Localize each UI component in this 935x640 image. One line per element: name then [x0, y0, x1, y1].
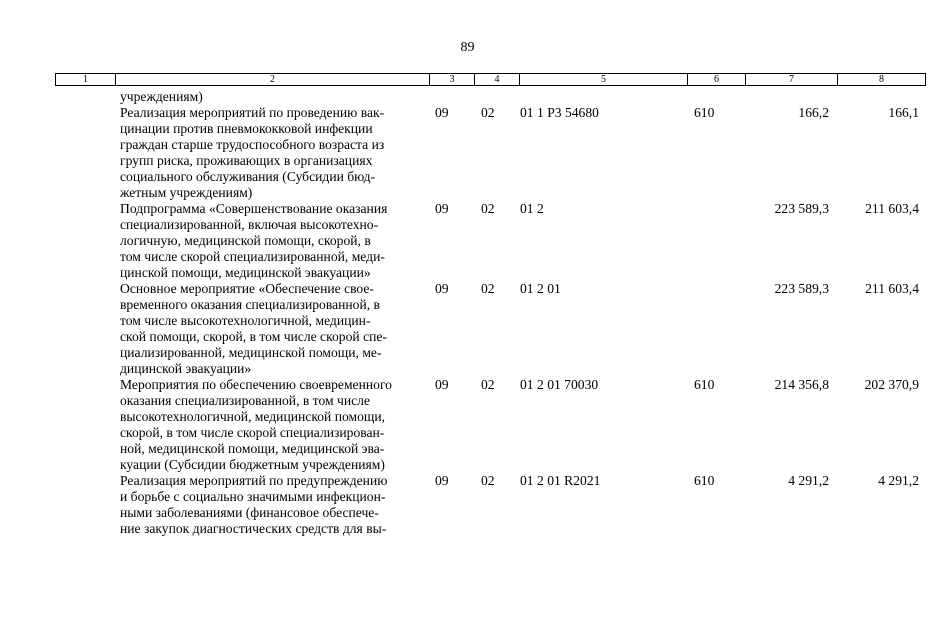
- row-name-line: логичную, медицинской помощи, скорой, в: [120, 233, 371, 248]
- row-target-article: 01 1 P3 54680: [520, 105, 599, 120]
- row-subsection: 02: [481, 281, 495, 296]
- table-row: [55, 377, 925, 473]
- header-col-2: 2: [116, 74, 430, 86]
- row-name-line: оказания специализированной, в том числе: [120, 393, 370, 408]
- row-amount-year2: 202 370,9: [864, 377, 919, 392]
- row-name: [55, 377, 429, 473]
- row-name-line: циализированной, медицинской помощи, ме-: [120, 345, 382, 360]
- row-amount-year1: 166,2: [798, 105, 829, 120]
- row-name-line: социального обслуживания (Субсидии бюд-: [120, 169, 376, 184]
- row-target-article: 01 2: [520, 201, 544, 216]
- row-name-line: временного оказания специализированной, в: [120, 297, 380, 312]
- header-col-6: 6: [688, 74, 746, 86]
- header-col-8: 8: [838, 74, 926, 86]
- table-row: [55, 201, 925, 281]
- table-row: [55, 105, 925, 201]
- row-name-line: том числе высокотехнологичной, медицин-: [120, 313, 371, 328]
- row-amount-year1: 4 291,2: [788, 473, 829, 488]
- page-number: 89: [460, 40, 475, 55]
- row-name-line: цинации против пневмококковой инфекции: [120, 121, 373, 136]
- row-section: 09: [435, 105, 449, 120]
- row-name-line: том числе скорой специализированной, меди-: [120, 249, 385, 264]
- row-name: [55, 201, 429, 281]
- row-name-line: и борьбе с социально значимыми инфекцион-: [120, 489, 386, 504]
- row-name-line: Реализация мероприятий по предупреждению: [120, 473, 388, 488]
- row-expense-type: 610: [694, 473, 715, 488]
- row-name-line: Реализация мероприятий по проведению вак-: [120, 105, 385, 120]
- row-name-line: ной, медицинской помощи, медицинской эва-: [120, 441, 385, 456]
- row-subsection: 02: [481, 377, 495, 392]
- row-subsection: 02: [481, 473, 495, 488]
- row-name: [55, 473, 429, 537]
- row-target-article: 01 2 01 R2021: [520, 473, 601, 488]
- row-amount-year1: 214 356,8: [774, 377, 829, 392]
- row-subsection: 02: [481, 105, 495, 120]
- header-col-3: 3: [430, 74, 475, 86]
- row-name-line: Подпрограмма «Совершенствование оказания: [120, 201, 388, 216]
- row-name-line: ской помощи, скорой, в том числе скорой спе-: [120, 329, 387, 344]
- budget-table: [55, 89, 925, 537]
- row-name: [55, 105, 429, 201]
- row-name-line: групп риска, проживающих в организациях: [120, 153, 373, 168]
- header-col-4: 4: [475, 74, 520, 86]
- row-section: 09: [435, 377, 449, 392]
- row-section: 09: [435, 473, 449, 488]
- row-target-article: 01 2 01: [520, 281, 561, 296]
- row-name-line: жетным учреждениям): [120, 185, 253, 200]
- row-expense-type: 610: [694, 377, 715, 392]
- row-name-line: цинской помощи, медицинской эвакуации»: [120, 265, 371, 280]
- row-section: 09: [435, 281, 449, 296]
- row-amount-year2: 211 603,4: [865, 201, 919, 216]
- row-name-line: куации (Субсидии бюджетным учреждениям): [120, 457, 385, 472]
- header-col-7: 7: [746, 74, 838, 86]
- row-amount-year2: 4 291,2: [878, 473, 919, 488]
- continuation-text: учреждениям): [120, 89, 203, 104]
- header-col-5: 5: [520, 74, 688, 86]
- column-number-header: [55, 73, 926, 86]
- row-name-line: высокотехнологичной, медицинской помощи,: [120, 409, 386, 424]
- row-section: 09: [435, 201, 449, 216]
- row-subsection: 02: [481, 201, 495, 216]
- header-row: [56, 74, 926, 86]
- header-col-1: 1: [56, 74, 116, 86]
- row-name-line: ние закупок диагностических средств для вы-: [120, 521, 387, 536]
- row-expense-type: [687, 201, 745, 281]
- row-name-line: ными заболеваниями (финансовое обеспече-: [120, 505, 379, 520]
- table-row: [55, 473, 925, 537]
- row-amount-year1: 223 589,3: [774, 281, 829, 296]
- row-name-line: граждан старше трудоспособного возраста из: [120, 137, 385, 152]
- row-name-line: Основное мероприятие «Обеспечение свое-: [120, 281, 374, 296]
- row-amount-year2: 211 603,4: [865, 281, 919, 296]
- row-expense-type: 610: [694, 105, 715, 120]
- row-name-line: Мероприятия по обеспечению своевременного: [120, 377, 392, 392]
- row-target-article: 01 2 01 70030: [520, 377, 599, 392]
- table-row: [55, 281, 925, 377]
- continuation-row: [55, 89, 925, 105]
- row-name-line: скорой, в том числе скорой специализирован-: [120, 425, 385, 440]
- row-name-line: дицинской эвакуации»: [120, 361, 252, 376]
- row-name: [55, 281, 429, 377]
- row-amount-year2: 166,1: [888, 105, 919, 120]
- row-name-line: специализированной, включая высокотехно-: [120, 217, 379, 232]
- row-amount-year1: 223 589,3: [774, 201, 829, 216]
- row-expense-type: [687, 281, 745, 377]
